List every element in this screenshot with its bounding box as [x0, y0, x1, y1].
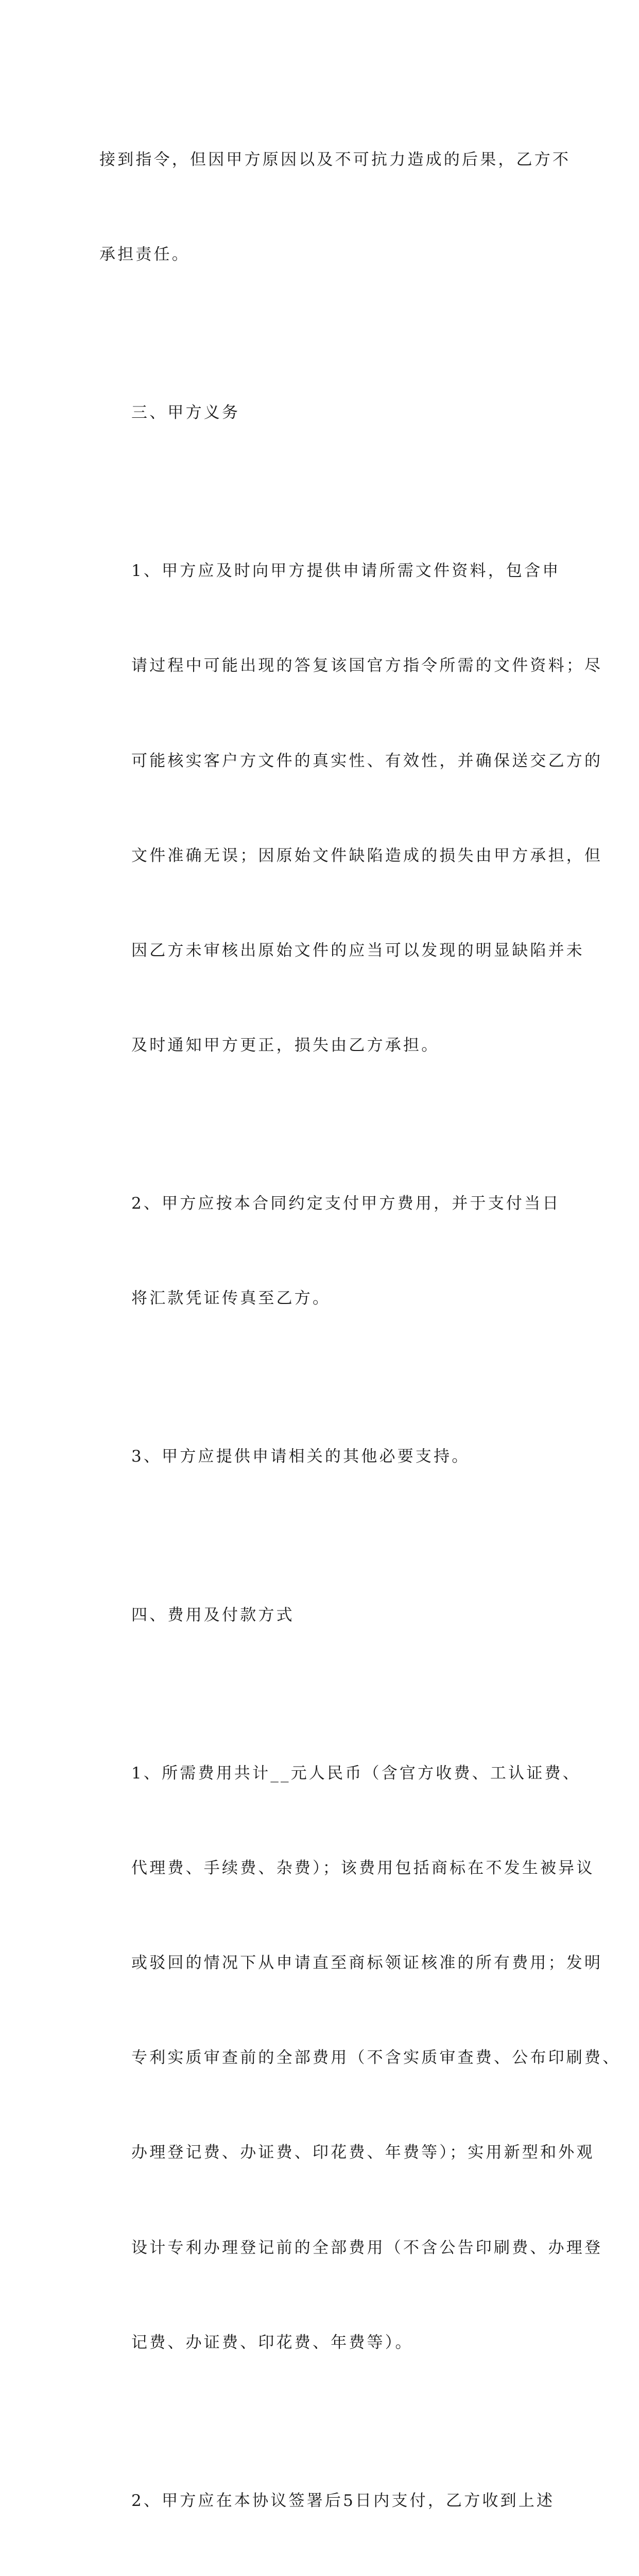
section-heading-party-a-obligations [99, 334, 542, 492]
text-line: 代理费、手续费、杂费）；该费用包括商标在不发生被异议 [131, 1858, 595, 1877]
section-heading-fees-and-payment [99, 1536, 542, 1694]
text-line: 承担责任。 [99, 245, 190, 264]
text-line: 1、甲方应及时向甲方提供申请所需文件资料，包含申 [131, 562, 561, 581]
text-line: 或驳回的情况下从申请直至商标领证核准的所有费用；发明 [131, 1953, 603, 1972]
text-line: 请过程中可能出现的答复该国官方指令所需的文件资料；尽 [131, 656, 603, 675]
paragraph-continuation [99, 81, 571, 334]
text-line: 2、甲方应在本协议签署后5日内支付，乙方收到上述 [131, 2491, 555, 2510]
clause-4-2 [99, 2422, 555, 2576]
heading-text: 三、甲方义务 [131, 403, 240, 422]
text-line: 2、甲方应按本合同约定支付甲方费用，并于支付当日 [131, 1194, 561, 1213]
text-line: 将汇款凭证传真至乙方。 [131, 1289, 331, 1308]
text-line: 因乙方未审核出原始文件的应当可以发现的明显缺陷并未 [131, 941, 584, 960]
text-line: 1、所需费用共计__元人民币（含官方收费、工认证费、 [131, 1764, 581, 1783]
heading-text: 四、费用及付款方式 [131, 1605, 295, 1624]
clause-4-1 [99, 1694, 621, 2422]
text-line: 设计专利办理登记前的全部费用（不含公告印刷费、办理登 [131, 2238, 603, 2257]
clause-3-2 [99, 1125, 561, 1378]
text-line: 3、甲方应提供申请相关的其他必要支持。 [131, 1447, 470, 1466]
text-line: 办理登记费、办证费、印花费、年费等）；实用新型和外观 [131, 2143, 595, 2162]
document-body [99, 81, 621, 2576]
text-line: 专利实质审查前的全部费用（不含实质审查费、公布印刷费、 [131, 2048, 621, 2067]
text-line: 接到指令，但因甲方原因以及不可抗力造成的后果，乙方不 [99, 150, 571, 169]
text-line: 可能核实客户方文件的真实性、有效性，并确保送交乙方的 [131, 751, 603, 770]
text-line: 及时通知甲方更正，损失由乙方承担。 [131, 1036, 440, 1055]
text-line: 记费、办证费、印花费、年费等）。 [131, 2333, 413, 2352]
clause-3-1 [99, 492, 603, 1125]
clause-3-3 [99, 1378, 542, 1536]
text-line: 文件准确无误；因原始文件缺陷造成的损失由甲方承担，但 [131, 846, 603, 865]
